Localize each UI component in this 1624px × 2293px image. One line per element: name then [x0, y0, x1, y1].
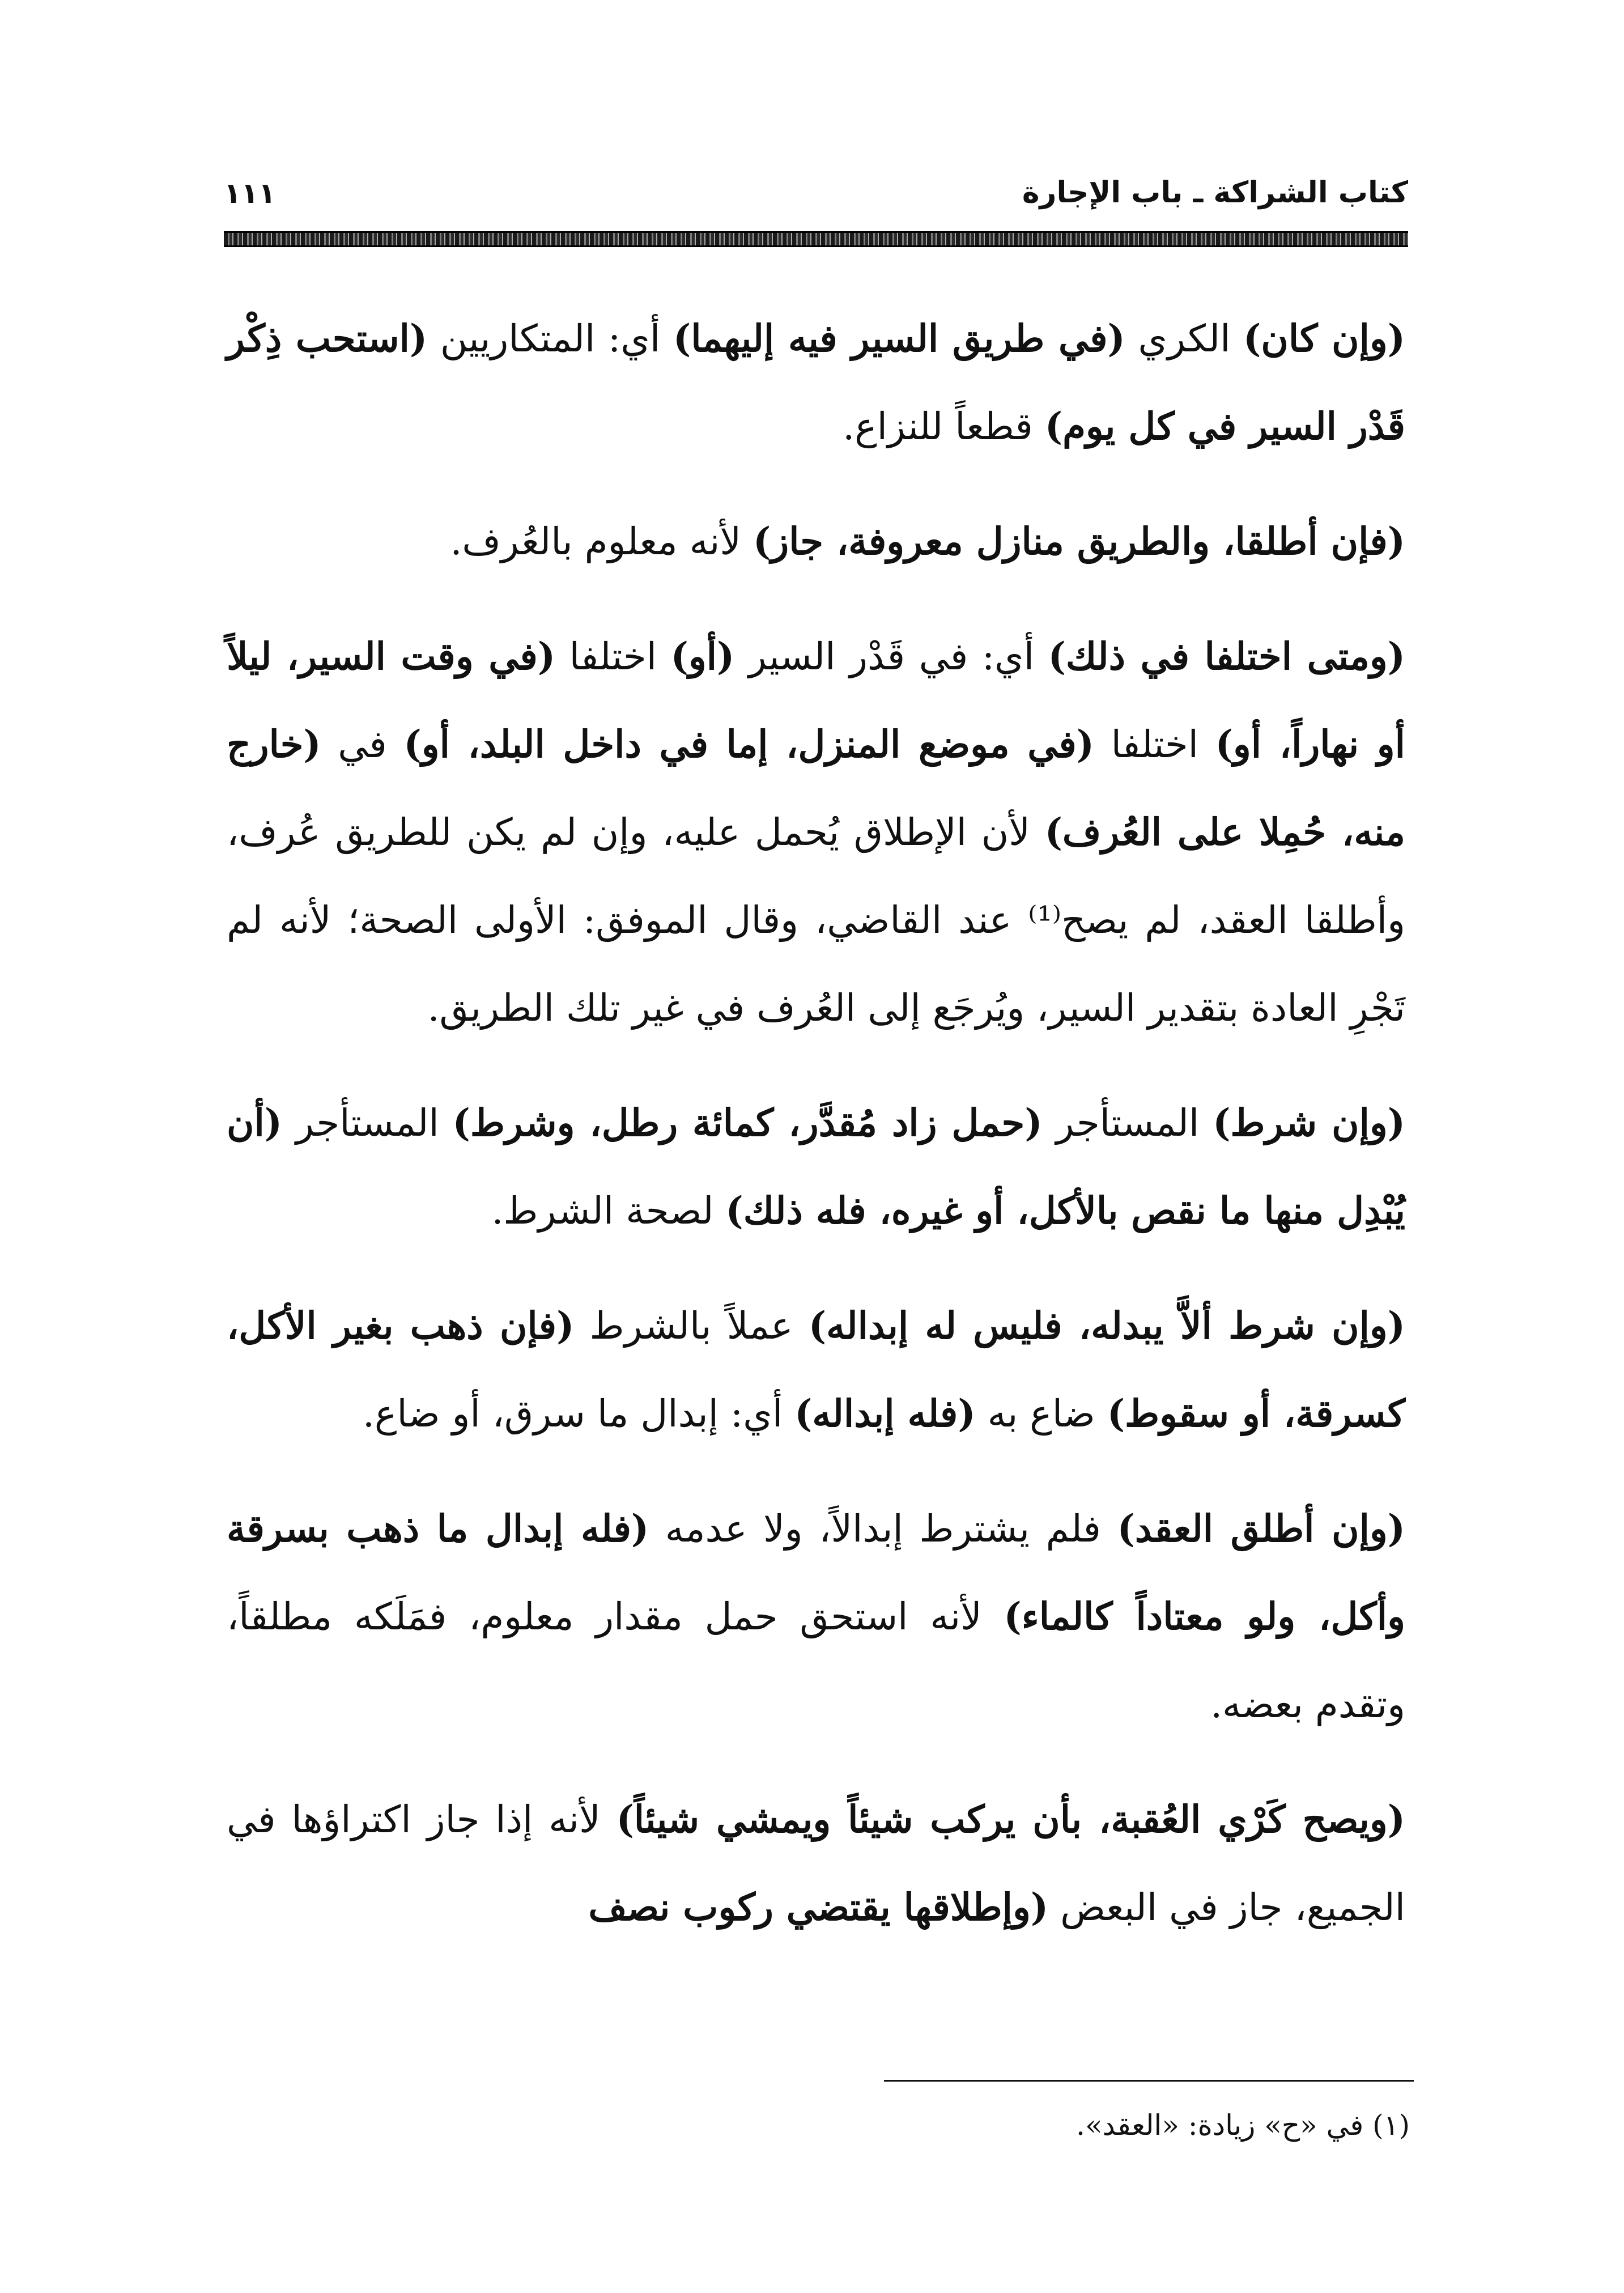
matn-text: (فإن أطلقا، والطريق منازل معروفة، جاز): [753, 519, 1405, 563]
paragraph: [227, 613, 1405, 1052]
commentary-text: ضاع به: [975, 1392, 1107, 1436]
commentary-text: عملاً بالشرط: [574, 1304, 809, 1348]
matn-text: (وإن شرط ألاَّ يبدله، فليس له إبداله): [808, 1303, 1406, 1348]
commentary-text: لصحة الشرط.: [491, 1189, 726, 1233]
paragraph: [227, 1079, 1405, 1255]
commentary-text: اختلفا: [555, 635, 671, 678]
commentary-text: لأنه معلوم بالعُرف.: [450, 520, 754, 563]
matn-text: (استحب ذِكْر قَدْر السير في كل يوم): [227, 316, 1405, 448]
commentary-text: المستأجر: [282, 1101, 453, 1145]
commentary-text: فلم يشترط إبدالاً، ولا عدمه: [649, 1507, 1117, 1551]
commentary-text: أي: إبدال ما سرق، أو ضاع.: [363, 1392, 795, 1436]
commentary-text: اختلفا: [1094, 723, 1215, 766]
matn-text: (وإن كان): [1243, 316, 1406, 360]
page-header: [224, 164, 1408, 249]
paragraph: [227, 1282, 1405, 1458]
paragraph: [227, 1776, 1405, 1951]
matn-text: (وإن شرط): [1213, 1101, 1406, 1145]
commentary-text: في: [321, 723, 404, 766]
commentary-text: أي: المتكاريين: [427, 317, 673, 360]
matn-text: (في موضع المنزل، إما في داخل البلد، أو): [403, 722, 1094, 766]
running-title: كتاب الشراكة ـ باب الإجارة: [1022, 176, 1408, 210]
matn-text: (وإطلاقها يقتضي ركوب نصف: [588, 1885, 1049, 1929]
matn-text: (وإن أطلق العقد): [1117, 1506, 1406, 1551]
matn-text: (فإن ذهب بغير الأكل، كسرقة، أو سقوط): [227, 1303, 1405, 1436]
matn-text: (في طريق السير فيه إليهما): [673, 316, 1125, 360]
commentary-text: الكري: [1125, 317, 1244, 360]
commentary-text: لأنه إذا جاز اكتراؤها في الجميع، جاز في البعض: [227, 1798, 1405, 1929]
matn-text: (في وقت السير، ليلاً أو نهاراً، أو): [227, 634, 1406, 766]
matn-text: (ويصح كَرْي العُقبة، بأن يركب شيئاً ويمشي شيئاً): [616, 1797, 1405, 1841]
header-rule: [224, 231, 1408, 247]
matn-text: (فله إبداله): [794, 1391, 976, 1436]
matn-text: (أن يُبْدِل منها ما نقص بالأكل، أو غيره، فله ذلك): [227, 1101, 1405, 1233]
matn-text: (أو): [670, 634, 735, 678]
body-text: [227, 295, 1405, 1978]
matn-text: (فله إبدال ما ذهب بسرقة وأكل، ولو معتاداً كالماء): [227, 1506, 1405, 1638]
paragraph: [227, 1485, 1405, 1748]
matn-text: (حمل زاد مُقدَّر، كمائة رطل، وشرط): [452, 1101, 1043, 1145]
commentary-text: لأنه استحق حمل مقدار معلوم، فمَلَكه مطلقاً، وتقدم بعضه.: [227, 1595, 1405, 1726]
footnote: (١) في «ح» زيادة: «العقد».: [1076, 2109, 1410, 2142]
page-number: ١١١: [224, 177, 276, 210]
paragraph: [227, 295, 1405, 470]
commentary-text: قطعاً للنزاع.: [843, 405, 1045, 448]
commentary-text: أي: في قَدْر السير: [734, 635, 1048, 678]
commentary-text: المستأجر: [1042, 1101, 1213, 1145]
matn-text: (ومتى اختلفا في ذلك): [1048, 634, 1405, 678]
footnote-separator: [884, 2080, 1414, 2082]
paragraph: [227, 498, 1405, 585]
matn-text: (خارج منه، حُمِلا على العُرف): [227, 722, 1405, 854]
commentary-text: لأن الإطلاق يُحمل عليه، وإن لم يكن للطريق عُرف، وأطلقا العقد، لم يصح⁽¹⁾ عند القاضي، وقال الموفق: الأولى الصحة؛ لأنه لم تَجْرِ العادة بتقدير السير، ويُرجَع إلى العُرف في غير تلك الطريق.: [227, 810, 1406, 1030]
